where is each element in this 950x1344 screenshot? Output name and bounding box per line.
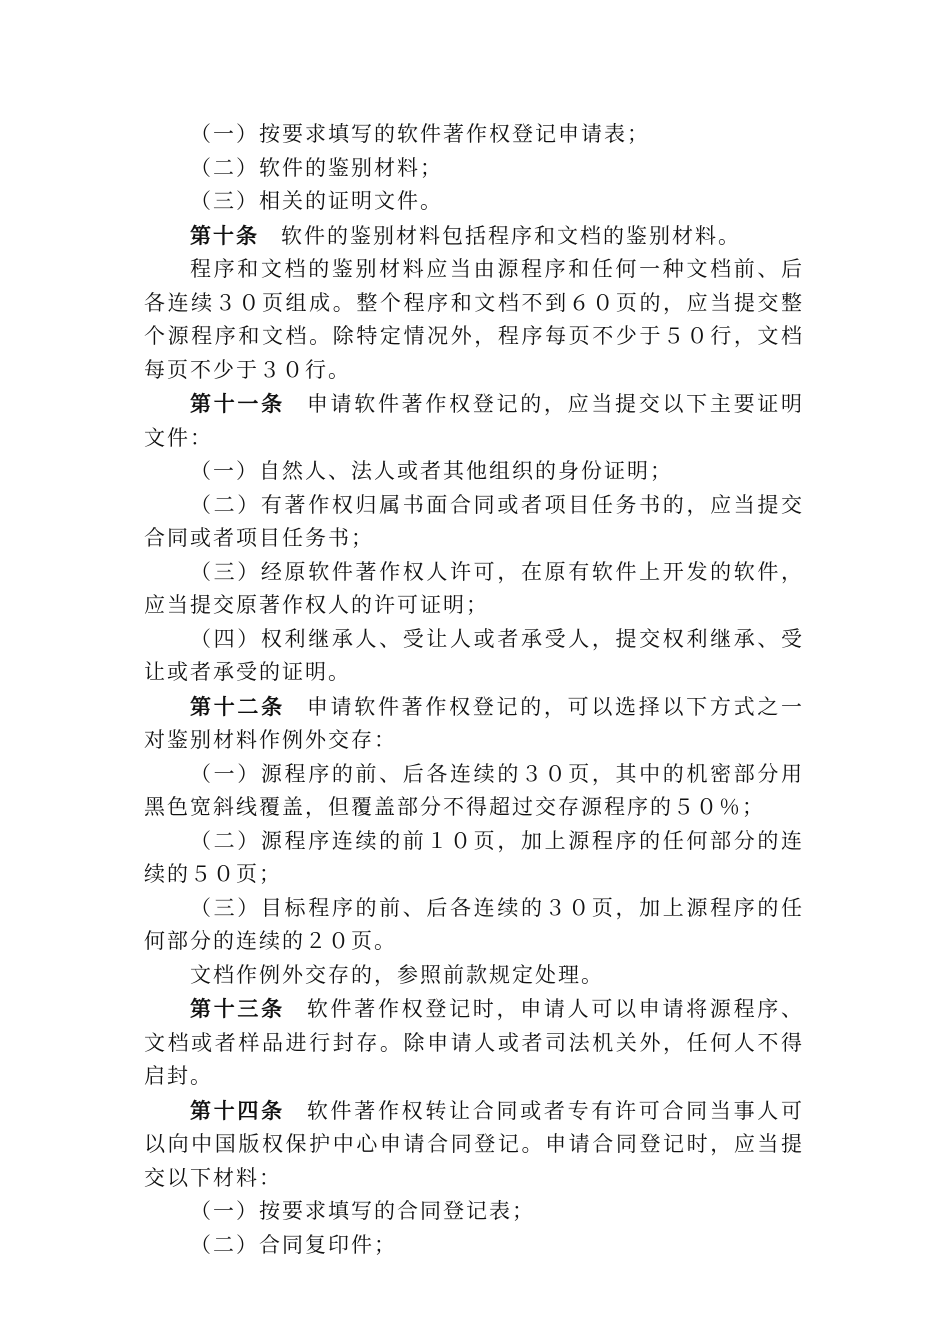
paragraph-text: 软件著作权转让合同或者专有许可合同当事人可以向中国版权保护中心申请合同登记。申请合同登记时，应当提交以下材料： [144,1098,805,1190]
paragraph-text: （二）有著作权归属书面合同或者项目任务书的，应当提交合同或者项目任务书； [144,492,804,550]
paragraph-text: 软件的鉴别材料包括程序和文档的鉴别材料。 [281,223,741,248]
paragraph [144,892,804,959]
paragraph-text: 软件著作权登记时，申请人可以申请将源程序、文档或者样品进行封存。除申请人或者司法机关外，任何人不得启封。 [144,997,805,1088]
paragraph-text: （四）权利继承人、受让人或者承受人，提交权利继承、受让或者承受的证明。 [144,626,804,684]
article-paragraph [144,690,804,758]
article-paragraph [144,219,804,254]
paragraph-text: （三）经原软件著作权人许可，在原有软件上开发的软件，应当提交原著作权人的许可证明； [144,559,804,617]
paragraph-text: 程序和文档的鉴别材料应当由源程序和任何一种文档前、后各连续３０页组成。整个程序和文档不到６０页的，应当提交整个源程序和文档。除特定情况外，程序每页不少于５０行，文档每页不少于３０行。 [144,257,804,382]
paragraph [144,825,804,892]
paragraph [144,253,804,387]
paragraph-text: 申请软件著作权登记的，可以选择以下方式之一对鉴别材料作例外交存： [144,694,805,752]
article-paragraph [144,387,804,455]
article-title: 第十一条 [190,391,285,416]
paragraph [144,489,804,556]
document-page [144,118,804,1262]
paragraph-text: （二）软件的鉴别材料； [190,155,443,180]
article-paragraph [144,1094,804,1196]
article-title: 第十二条 [190,693,285,719]
paragraph [144,959,804,993]
paragraph-text: （三）目标程序的前、后各连续的３０页，加上源程序的任何部分的连续的２０页。 [144,895,804,953]
paragraph [144,556,804,623]
paragraph-text: （二）源程序连续的前１０页，加上源程序的任何部分的连续的５０页； [144,828,804,886]
paragraph [144,185,804,219]
paragraph [144,455,804,489]
paragraph-text: 文档作例外交存的，参照前款规定处理。 [190,962,604,987]
paragraph-text: 申请软件著作权登记的，应当提交以下主要证明文件： [144,392,805,450]
paragraph-text: （一）源程序的前、后各连续的３０页，其中的机密部分用黑色宽斜线覆盖，但覆盖部分不得超过交存源程序的５０％； [144,761,804,819]
article-title: 第十条 [190,222,259,248]
paragraph-text: （一）按要求填写的软件著作权登记申请表； [190,122,650,146]
paragraph [144,118,804,152]
paragraph [144,1195,804,1229]
paragraph-text: （一）自然人、法人或者其他组织的身份证明； [190,459,673,483]
article-title: 第十三条 [190,996,285,1021]
paragraph [144,758,804,825]
paragraph-text: （三）相关的证明文件。 [190,189,443,213]
article-title: 第十四条 [190,1097,285,1123]
article-paragraph [144,992,804,1094]
paragraph [144,623,804,690]
paragraph-text: （一）按要求填写的合同登记表； [190,1199,535,1223]
paragraph [144,152,804,186]
paragraph [144,1229,804,1263]
paragraph-text: （二）合同复印件； [190,1232,397,1257]
